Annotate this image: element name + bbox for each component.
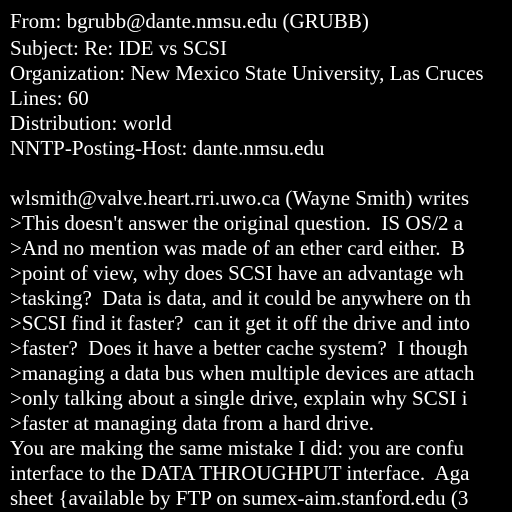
quoted-line: >tasking? Data is data, and it could be anywhere on th <box>10 286 471 310</box>
quoted-line: >point of view, why does SCSI have an advantage wh <box>10 261 464 285</box>
attribution-line: wlsmith@valve.heart.rri.uwo.ca (Wayne Smith) writes <box>10 186 470 210</box>
reply-line: interface to the DATA THROUGHPUT interface. Aga <box>10 461 470 485</box>
quoted-line: >faster? Does it have a better cache system? I though <box>10 336 468 360</box>
quoted-line: >And no mention was made of an ether card either. B <box>10 236 466 260</box>
header-from: From: bgrubb@dante.nmsu.edu (GRUBB) <box>10 9 369 33</box>
header-subject: Subject: Re: IDE vs SCSI <box>10 36 228 60</box>
header-nntp-posting-host: NNTP-Posting-Host: dante.nmsu.edu <box>10 136 325 160</box>
quoted-line: >only talking about a single drive, explain why SCSI i <box>10 386 468 410</box>
header-organization: Organization: New Mexico State University, Las Cruces <box>10 61 484 85</box>
quoted-line: >SCSI find it faster? can it get it off the drive and into <box>10 311 470 335</box>
quoted-line: >This doesn't answer the original question. IS OS/2 a <box>10 211 464 235</box>
header-distribution: Distribution: world <box>10 111 172 135</box>
reply-line: You are making the same mistake I did: you are confu <box>10 436 464 460</box>
reply-line: sheet {available by FTP on sumex-aim.stanford.edu (3 <box>10 486 469 510</box>
header-lines: Lines: 60 <box>10 86 89 110</box>
quoted-line: >faster at managing data from a hard drive. <box>10 411 375 435</box>
quoted-line: >managing a data bus when multiple devices are attach <box>10 361 475 385</box>
